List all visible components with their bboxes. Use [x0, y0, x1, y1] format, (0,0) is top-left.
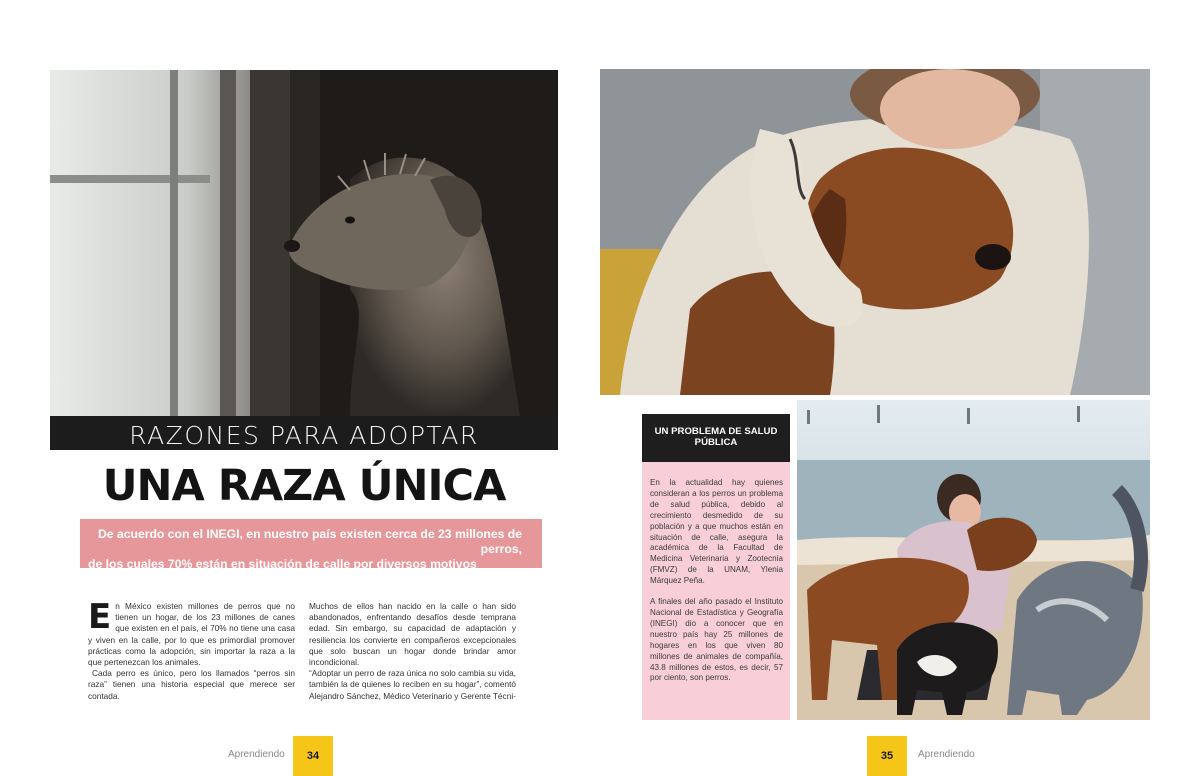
photo-dog-window [50, 70, 558, 416]
body-column-2 [309, 601, 516, 702]
drop-cap: E [88, 597, 112, 637]
page-number-left: 34 [293, 736, 333, 776]
sidebar-title [642, 414, 790, 462]
footer-label-right: Aprendiendo [918, 749, 975, 760]
sidebar-title-line-2: PÚBLICA [694, 437, 738, 448]
sidebar-title-line-1: UN PROBLEMA DE SALUD [654, 426, 778, 437]
kicker-bar [50, 416, 558, 450]
lead-text [82, 527, 522, 572]
col2-paragraph-1: Muchos de ellos han nacido en la calle o han sido abandonados, enfrentando desafíos desde temprana edad. Sin embargo, su capacidad de adaptación y resiliencia los convierte en compañeros excepcionales que solo buscan un hogar donde brindar amor incondicional. [309, 601, 516, 668]
col1-paragraph-1: n México existen millones de perros que no tienen un hogar, de los 23 millones de canes que existen en el país, el 70% no tiene una casa y viven en la calle, por lo que es primordial promover prácticas como la adopción, sin importar la raza a la que pertenezcan los animales. [88, 601, 295, 668]
col2-paragraph-2: “Adoptar un perro de raza única no solo cambia su vida, también la de quienes lo reciben en su hogar”, comentó Alejandro Sánchez, Médico Veterinario y Gerente Técni- [309, 668, 516, 701]
body-column-1 [88, 597, 295, 702]
col1-paragraph-2: Cada perro es único, pero los llamados “perros sin raza” tienen una historia especial que merece ser contada. [88, 668, 295, 701]
lead-line-1: De acuerdo con el INEGI, en nuestro país existen cerca de 23 millones de perros, [97, 527, 522, 556]
page-title: UNA RAZA ÚNICA [102, 461, 506, 511]
lead-line-2: de los cuales 70% están en situación de calle por diversos motivos [88, 557, 477, 571]
photo-woman-hugging-dog [600, 69, 1150, 395]
sidebar-paragraph-1: En la actualidad hay quienes consideran a los perros un problema de salud pública, debido al crecimiento desmedido de su población y a que muchos están en situación de calle, asegura la académica de la Facultad de Medicina Veterinaria y Zootecnia (FMVZ) de la UNAM, Ylenia Márquez Peña. [650, 478, 783, 586]
sidebar-text [650, 478, 783, 694]
kicker-text: RAZONES PARA ADOPTAR [129, 421, 479, 450]
sidebar-paragraph-2: A finales del año pasado el Instituto Nacional de Estadística y Geografía (INEGI) dio a conocer que en nuestro país hay 25 millones de hogares en los que viven 80 millones de animales de compañía, 43.8 millones de estos, es decir, 57 por ciento, son perros. [650, 597, 783, 683]
photo-beach-dogs [797, 400, 1150, 720]
footer-label-left: Aprendiendo [228, 749, 285, 760]
page-number-right: 35 [867, 736, 907, 776]
